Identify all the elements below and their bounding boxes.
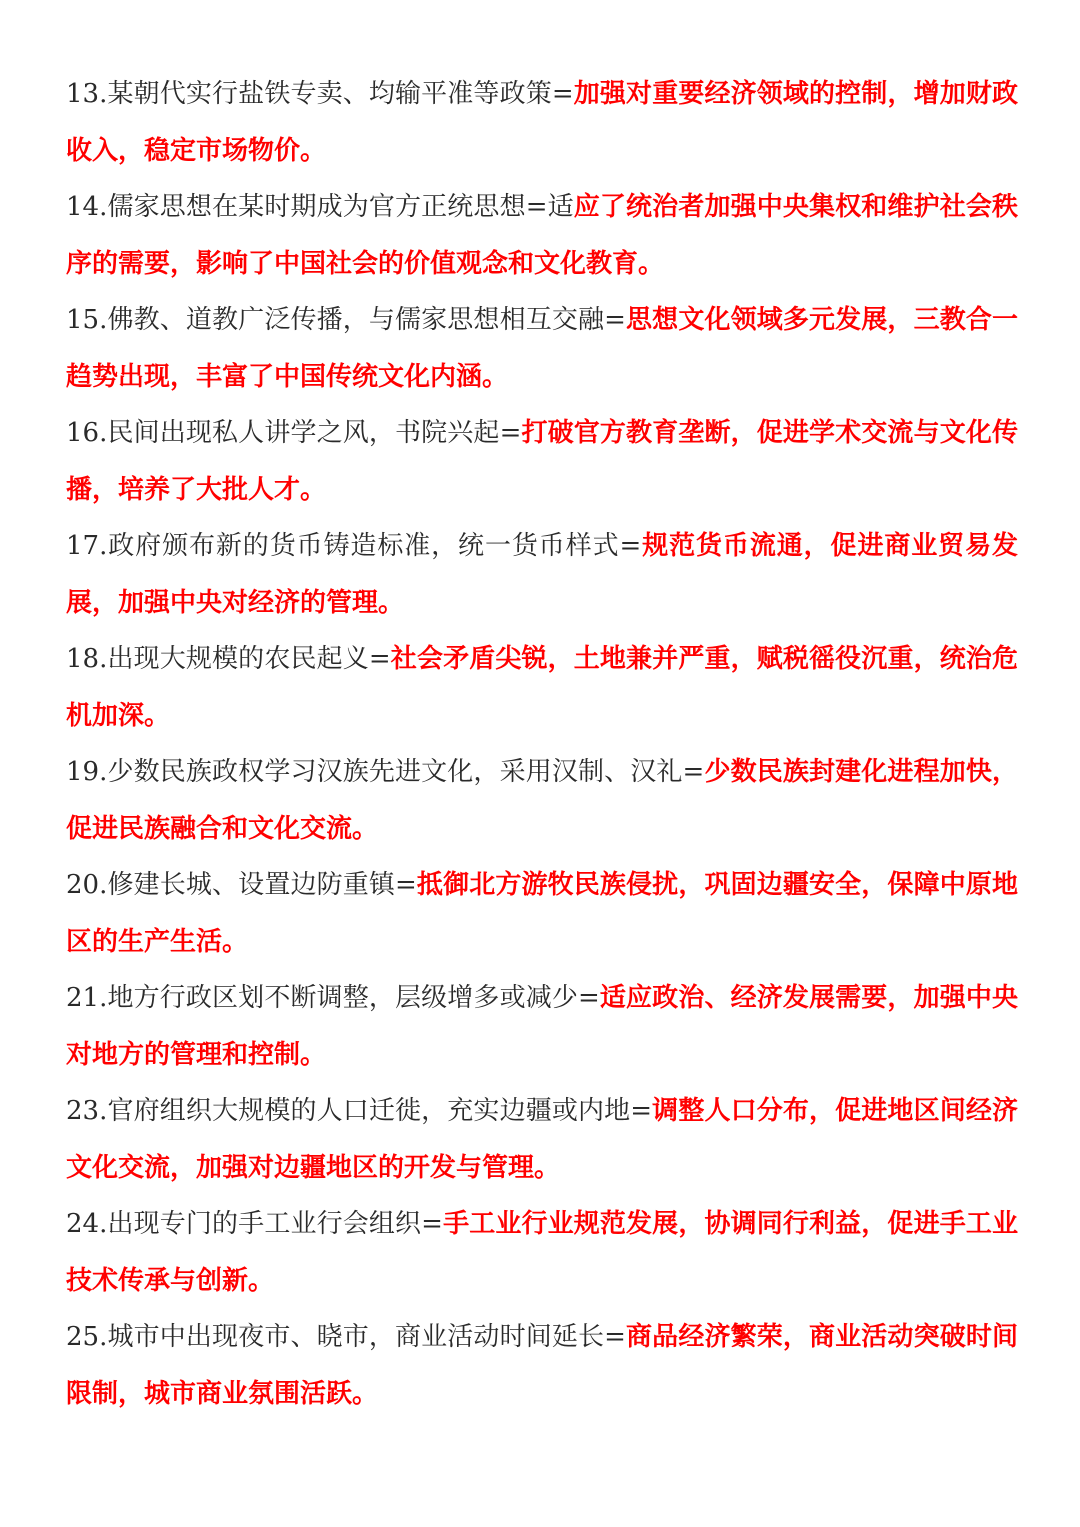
- entry-question: 23.官府组织大规模的人口迁徙，充实边疆或内地=: [66, 1096, 653, 1126]
- entry-18: [66, 631, 1018, 744]
- entry-question: 16.民间出现私人讲学之风，书院兴起=: [66, 418, 522, 448]
- entry-25: [66, 1309, 1018, 1422]
- entry-24: [66, 1196, 1018, 1309]
- entry-question: 20.修建长城、设置边防重镇=: [66, 870, 417, 900]
- entry-16: [66, 405, 1018, 518]
- entry-question: 13.某朝代实行盐铁专卖、均输平准等政策=: [66, 79, 574, 109]
- entry-answer: 适应政治、经济发展需要，加强中央对地方的管理和控制。: [66, 983, 1018, 1070]
- entry-21: [66, 970, 1018, 1083]
- entry-question: 21.地方行政区划不断调整，层级增多或减少=: [66, 983, 600, 1013]
- entry-answer: 调整人口分布，促进地区间经济文化交流，加强对边疆地区的开发与管理。: [66, 1096, 1018, 1183]
- entry-question: 18.出现大规模的农民起义=: [66, 644, 391, 674]
- entry-answer: 商品经济繁荣，商业活动突破时间限制，城市商业氛围活跃。: [66, 1322, 1018, 1409]
- entry-20: [66, 857, 1018, 970]
- entry-question: 25.城市中出现夜市、晓市，商业活动时间延长=: [66, 1322, 626, 1352]
- entry-15: [66, 292, 1018, 405]
- entry-13: [66, 66, 1018, 179]
- entry-answer: 抵御北方游牧民族侵扰，巩固边疆安全，保障中原地区的生产生活。: [66, 870, 1018, 957]
- document-page: [66, 66, 1018, 1422]
- entry-17: [66, 518, 1018, 631]
- entry-question: 15.佛教、道教广泛传播，与儒家思想相互交融=: [66, 305, 626, 335]
- entry-question: 14.儒家思想在某时期成为官方正统思想=适: [66, 192, 574, 222]
- entry-answer: 少数民族封建化进程加快，促进民族融合和文化交流。: [66, 757, 1018, 844]
- entry-14: [66, 179, 1018, 292]
- entry-question: 17.政府颁布新的货币铸造标准，统一货币样式=: [66, 531, 642, 561]
- entry-23: [66, 1083, 1018, 1196]
- entry-answer: 社会矛盾尖锐，土地兼并严重，赋税徭役沉重，统治危机加深。: [66, 644, 1018, 731]
- entry-answer: 应了统治者加强中央集权和维护社会秩序的需要，影响了中国社会的价值观念和文化教育。: [66, 192, 1018, 279]
- entry-question: 19.少数民族政权学习汉族先进文化，采用汉制、汉礼=: [66, 757, 705, 787]
- entry-question: 24.出现专门的手工业行会组织=: [66, 1209, 443, 1239]
- entry-19: [66, 744, 1018, 857]
- entry-answer: 加强对重要经济领域的控制，增加财政收入，稳定市场物价。: [66, 79, 1018, 166]
- entry-answer: 思想文化领域多元发展，三教合一趋势出现，丰富了中国传统文化内涵。: [66, 305, 1018, 392]
- entry-answer: 打破官方教育垄断，促进学术交流与文化传播，培养了大批人才。: [66, 418, 1018, 505]
- entry-answer: 手工业行业规范发展，协调同行利益，促进手工业技术传承与创新。: [66, 1209, 1018, 1296]
- entry-answer: 规范货币流通，促进商业贸易发展，加强中央对经济的管理。: [66, 531, 1018, 618]
